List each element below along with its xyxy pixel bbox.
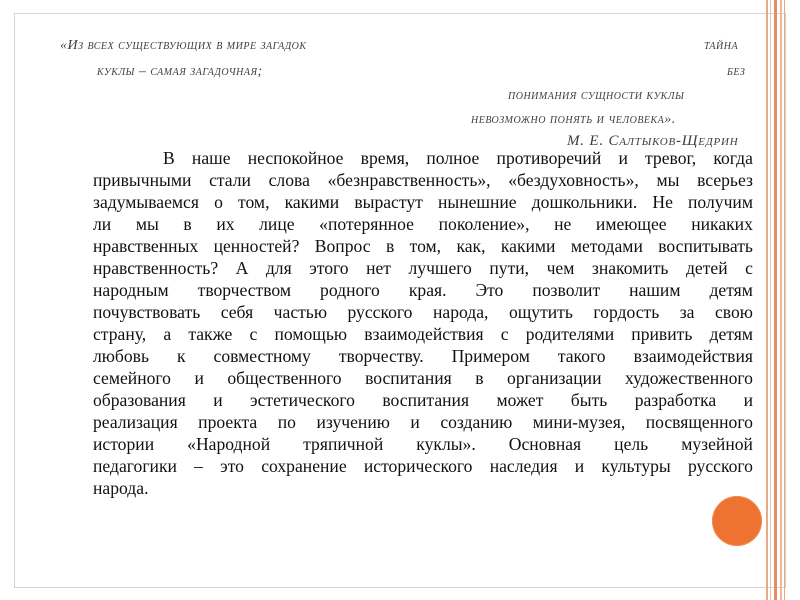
- paragraph-word: наследия: [489, 456, 558, 476]
- decor-stripe: [774, 0, 777, 600]
- epigraph-line-1a: «Из всех существующих в мире загадок: [60, 38, 307, 53]
- body-paragraph: [93, 147, 753, 499]
- paragraph-word: привить: [631, 324, 693, 344]
- paragraph-word: детям: [709, 324, 753, 344]
- paragraph-word: педагогики: [93, 456, 177, 476]
- paragraph-word: их: [216, 214, 235, 234]
- paragraph-word: ли: [93, 214, 112, 234]
- paragraph-word: и: [410, 412, 420, 432]
- paragraph-word: лице: [259, 214, 295, 234]
- paragraph-word: стали: [209, 170, 251, 190]
- paragraph-word: методами: [570, 236, 643, 256]
- paragraph-word: слова: [268, 170, 310, 190]
- paragraph-word: в: [475, 368, 484, 388]
- decor-stripe: [784, 0, 785, 600]
- paragraph-word: и: [618, 148, 628, 168]
- paragraph-word: к: [177, 346, 186, 366]
- paragraph-word: себя: [220, 302, 254, 322]
- paragraph-word: никаких: [691, 214, 753, 234]
- paragraph-word: и: [194, 368, 204, 388]
- paragraph-word: детей: [685, 258, 728, 278]
- paragraph-word: свою: [714, 302, 753, 322]
- paragraph-word: истории: [93, 434, 155, 454]
- paragraph-word: почувствовать: [93, 302, 201, 322]
- paragraph-word: какими: [500, 236, 556, 256]
- paragraph-word: этого: [309, 258, 349, 278]
- paragraph-line: [93, 191, 753, 213]
- paragraph-word: быть: [570, 390, 608, 410]
- paragraph-word: и: [743, 390, 753, 410]
- paragraph-word: позволит: [532, 280, 601, 300]
- paragraph-word: с: [745, 258, 753, 278]
- paragraph-word: детям: [709, 280, 753, 300]
- paragraph-word: лучшего: [408, 258, 472, 278]
- epigraph-line-1b: тайна: [704, 38, 739, 53]
- paragraph-word: взаимодействия: [364, 324, 484, 344]
- paragraph-word: родителями: [525, 324, 615, 344]
- paragraph-word: Не: [652, 192, 673, 212]
- paragraph-word: и: [574, 456, 585, 476]
- paragraph-word: о: [214, 192, 223, 212]
- paragraph-word: народным: [93, 280, 169, 300]
- paragraph-word: образования: [93, 390, 186, 410]
- paragraph-word: это: [220, 456, 244, 476]
- paragraph-word: частью: [273, 302, 327, 322]
- paragraph-word: не: [554, 214, 572, 234]
- paragraph-word: народа,: [432, 302, 489, 322]
- paragraph-word: родного: [320, 280, 380, 300]
- paragraph-word: организации: [507, 368, 602, 388]
- paragraph-word: «Народной: [187, 434, 271, 454]
- paragraph-word: полное: [426, 148, 480, 168]
- epigraph-author: М. Е. Салтыков-Щедрин: [567, 133, 739, 149]
- paragraph-word: страну,: [93, 324, 147, 344]
- paragraph-word: наше: [191, 148, 231, 168]
- paragraph-word: взаимодействия: [633, 346, 753, 366]
- epigraph-line-2b: без: [727, 64, 746, 79]
- paragraph-word: Это: [475, 280, 504, 300]
- paragraph-word: «бездуховность»,: [508, 170, 639, 190]
- paragraph-word: Примером: [451, 346, 530, 366]
- paragraph-word: неспокойное: [247, 148, 344, 168]
- epigraph-line-4: невозможно понять и человека».: [471, 112, 676, 127]
- paragraph-word: общественного: [227, 368, 342, 388]
- paragraph-word: Вопрос: [314, 236, 371, 256]
- paragraph-word: совместному: [213, 346, 311, 366]
- paragraph-word: знакомить: [591, 258, 669, 278]
- paragraph-word: нет: [366, 258, 391, 278]
- paragraph-line: [93, 477, 753, 499]
- paragraph-word: такого: [557, 346, 606, 366]
- paragraph-word: в: [385, 236, 395, 256]
- epigraph-line-2a: куклы – самая загадочная;: [97, 64, 263, 79]
- paragraph-word: –: [194, 456, 203, 476]
- paragraph-word: А: [235, 258, 249, 278]
- paragraph-word: посвященного: [645, 412, 753, 432]
- paragraph-word: исторического: [363, 456, 473, 476]
- paragraph-word: когда: [713, 148, 753, 168]
- paragraph-line: [93, 367, 753, 389]
- paragraph-line: [93, 411, 753, 433]
- paragraph-line: [93, 301, 753, 323]
- paragraph-word: время,: [360, 148, 410, 168]
- paragraph-word: получим: [688, 192, 753, 212]
- paragraph-line: [93, 455, 753, 477]
- paragraph-word: том,: [238, 192, 270, 212]
- paragraph-word: эстетического: [250, 390, 355, 410]
- paragraph-word: ценностей?: [213, 236, 300, 256]
- paragraph-line: [93, 279, 753, 301]
- paragraph-word: музейной: [681, 434, 753, 454]
- paragraph-word: привычными: [93, 170, 192, 190]
- paragraph-word: нашим: [629, 280, 681, 300]
- paragraph-word: дошкольники.: [531, 192, 638, 212]
- paragraph-word: с: [249, 324, 258, 344]
- paragraph-word: воспитания: [365, 368, 452, 388]
- paragraph-word: творчеству.: [338, 346, 424, 366]
- paragraph-word: нравственность?: [93, 258, 219, 278]
- paragraph-word: разработка: [634, 390, 717, 410]
- paragraph-word: В: [163, 148, 175, 168]
- paragraph-word: нынешние: [437, 192, 517, 212]
- paragraph-word: ощутить: [508, 302, 573, 322]
- paragraph-word: изучению: [316, 412, 390, 432]
- paragraph-word: «безнравственность»,: [327, 170, 491, 190]
- paragraph-word: и: [213, 390, 223, 410]
- paragraph-word: том,: [409, 236, 442, 256]
- paragraph-word: тревог,: [645, 148, 697, 168]
- paragraph-line: [93, 257, 753, 279]
- paragraph-word: противоречий: [496, 148, 602, 168]
- decor-stripe: [766, 0, 768, 600]
- paragraph-word: воспитания: [382, 390, 470, 410]
- paragraph-word: воспитывать: [658, 236, 753, 256]
- paragraph-word: за: [679, 302, 695, 322]
- paragraph-word: всерьез: [697, 170, 753, 190]
- paragraph-word: по: [277, 412, 296, 432]
- paragraph-word: куклы».: [416, 434, 476, 454]
- paragraph-word: края.: [408, 280, 447, 300]
- paragraph-line: [93, 213, 753, 235]
- paragraph-line: [93, 169, 753, 191]
- paragraph-word: культуры: [601, 456, 671, 476]
- paragraph-word: для: [265, 258, 292, 278]
- paragraph-word: созданию: [440, 412, 513, 432]
- paragraph-word: «потерянное: [319, 214, 414, 234]
- decor-stripe: [780, 0, 782, 600]
- paragraph-word: чем: [546, 258, 575, 278]
- paragraph-word: реализация: [93, 412, 178, 432]
- paragraph-word: вырастут: [354, 192, 423, 212]
- epigraph-line-3: понимания сущности куклы: [508, 88, 685, 103]
- paragraph-word: может: [496, 390, 544, 410]
- paragraph-line: [93, 389, 753, 411]
- paragraph-word: с: [500, 324, 509, 344]
- paragraph-word: цель: [614, 434, 649, 454]
- paragraph-word: помощью: [274, 324, 348, 344]
- paragraph-word: тряпичной: [303, 434, 384, 454]
- paragraph-word: гордость: [593, 302, 660, 322]
- paragraph-word: задумываемся: [93, 192, 199, 212]
- paragraph-word: также: [188, 324, 233, 344]
- paragraph-word: мы: [656, 170, 680, 190]
- paragraph-word: а: [163, 324, 172, 344]
- paragraph-word: русского: [347, 302, 413, 322]
- paragraph-word: мини-музея,: [532, 412, 626, 432]
- paragraph-word: сохранение: [261, 456, 347, 476]
- paragraph-line: [93, 345, 753, 367]
- paragraph-word: любовь: [93, 346, 150, 366]
- paragraph-word: поколение»,: [438, 214, 530, 234]
- paragraph-word: народа.: [93, 478, 149, 498]
- paragraph-word: русского: [687, 456, 753, 476]
- paragraph-word: творчеством: [197, 280, 292, 300]
- paragraph-line: [93, 147, 753, 169]
- decor-circle: [712, 496, 762, 546]
- paragraph-word: нравственных: [93, 236, 199, 256]
- paragraph-line: [93, 323, 753, 345]
- paragraph-line: [93, 433, 753, 455]
- paragraph-word: пути,: [489, 258, 530, 278]
- decor-stripe: [770, 0, 771, 600]
- paragraph-word: мы: [135, 214, 159, 234]
- paragraph-word: как,: [456, 236, 486, 256]
- paragraph-word: имеющее: [595, 214, 667, 234]
- paragraph-word: Основная: [508, 434, 582, 454]
- paragraph-word: какими: [284, 192, 340, 212]
- paragraph-word: семейного: [93, 368, 171, 388]
- paragraph-word: проекта: [198, 412, 258, 432]
- paragraph-word: художественного: [624, 368, 753, 388]
- paragraph-word: в: [183, 214, 192, 234]
- paragraph-line: [93, 235, 753, 257]
